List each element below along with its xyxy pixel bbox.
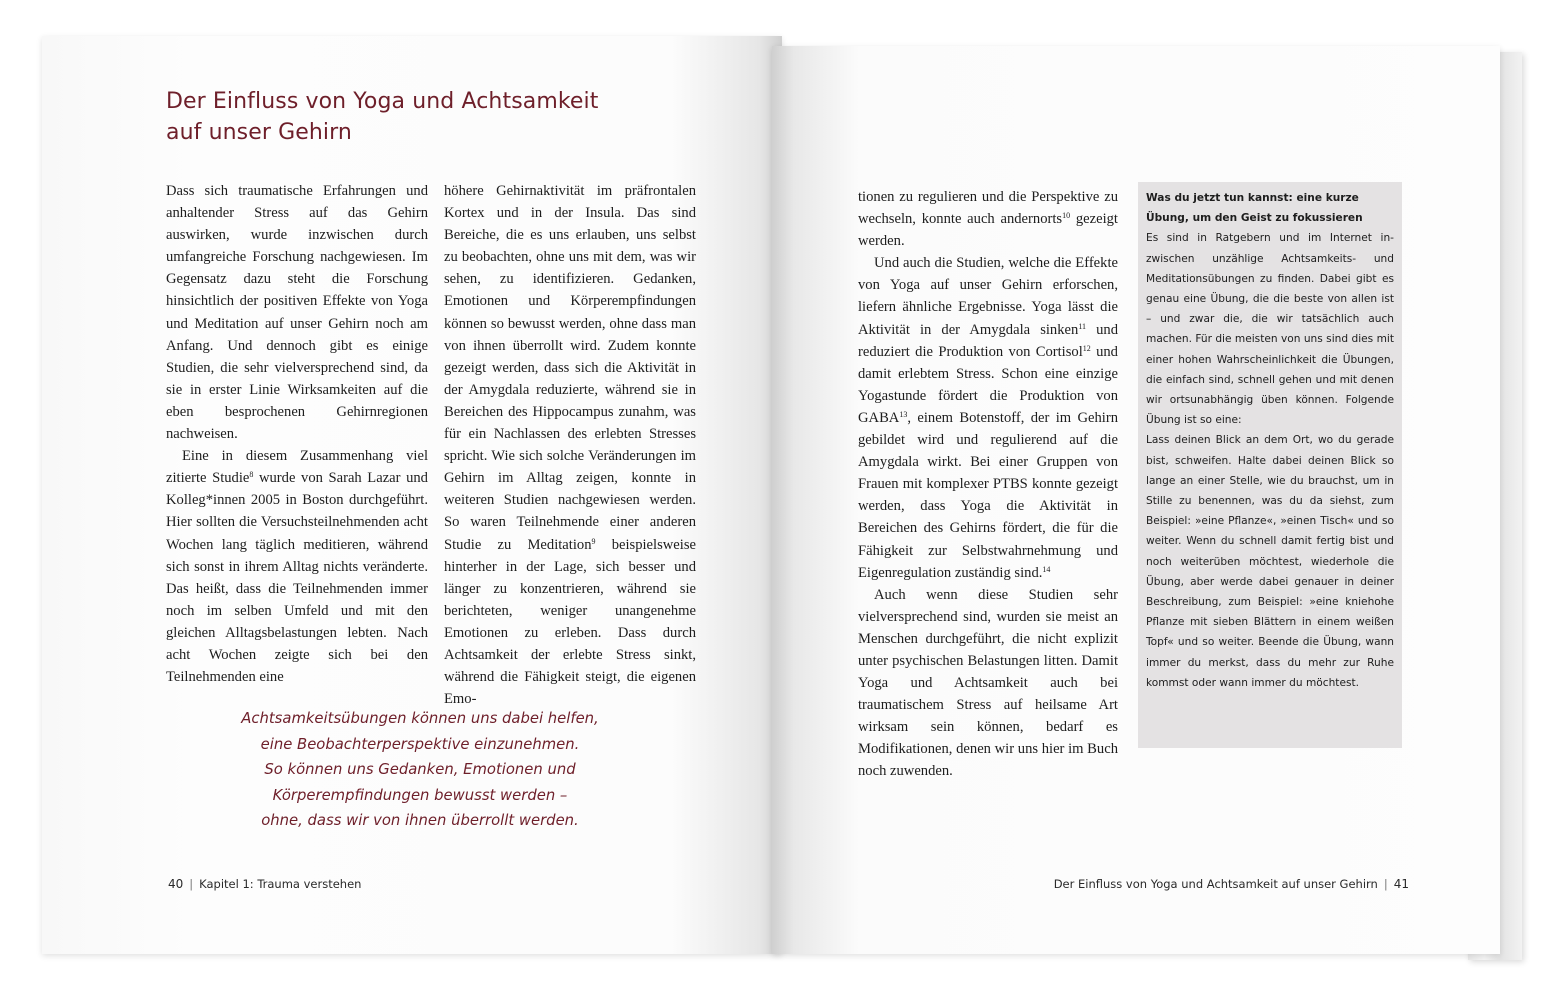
text-column-1 xyxy=(166,180,428,688)
page-number: 40 xyxy=(168,877,184,891)
footnote-ref: 12 xyxy=(1082,343,1091,353)
paragraph: Dass sich traumatische Erfahrungen und anhaltender Stress auf das Gehirn auswirken, wurde inzwischen durch umfangreiche Forschung nachgewiesen. Im Gegensatz dazu steht die Forschung hinsichtlich der positiven Effekte von Yoga und Meditation auf unser Gehirn noch am Anfang. Und dennoch gibt es einige Studien, die sehr vielversprechend sind, da sie in erster Linie Wirksamkeiten auf die eben besprochenen Gehirnregionen nachweisen. xyxy=(166,183,428,443)
pull-quote xyxy=(196,706,644,834)
pull-quote-line: eine Beobachterperspektive einzunehmen. xyxy=(260,735,580,753)
paragraph: Auch wenn diese Studien sehr vielversprechend sind, wurden sie meist an Menschen durchgeführt, die nicht explizit unter psychischen Belastungen litten. Damit Yoga und Achtsamkeit auch bei traumatischem Stress auf heilsame Art wirksam sein können, bedarf es Modifikationen, denen wir uns hier im Buch noch zuwenden. xyxy=(858,586,1118,780)
running-section-title: Der Einfluss von Yoga und Achtsamkeit auf unser Gehirn xyxy=(1053,877,1378,891)
footnote-ref: 13 xyxy=(899,409,908,419)
paragraph: höhere Gehirnaktivität im präfrontalen Kortex und in der Insula. Das sind Bereiche, die es uns erlauben, uns selbst zu beobachten, ohne uns mit dem, was wir sehen, zu identifizieren. Gedanken, Emotionen und Körperempfindungen können so bewusst werden, ohne dass man von ihnen überrollt wird. Zudem konnte gezeigt werden, dass sich die Aktivität in der Amygdala reduzierte, während sie in Bereichen des Hippocampus zunahm, was für ein Nachlassen des erlebten Stresses spricht. Wie sich solche Veränderungen im Gehirn im Alltag zeigen, konnte in weiteren Studien nachgewiesen werden. So waren Teilnehmende einer anderen Studie zu Meditation$^9$ beispielsweise hinterher in der Lage, sich besser und länger zu konzentrieren, während sie berichteten, weniger unangenehme Emotionen zu erleben. Dass durch Achtsamkeit der erlebte Stress sinkt, während die Fähigkeit steigt, die eigenen Emo- xyxy=(444,183,696,708)
paragraph: tionen zu regulieren und die Perspektive zu wechseln, konnte auch andernorts$^{10}$ gezeigt werden. xyxy=(858,189,1118,250)
text-column-3 xyxy=(858,186,1118,783)
footnote-ref: 14 xyxy=(1042,564,1051,574)
left-page-footer xyxy=(168,877,361,891)
footer-separator: | xyxy=(1383,877,1388,891)
footer-separator: | xyxy=(189,877,194,891)
page-number: 41 xyxy=(1393,877,1409,891)
running-chapter-title: Kapitel 1: Trauma verstehen xyxy=(199,877,362,891)
exercise-box xyxy=(1138,182,1402,748)
pull-quote-line: Körperempfindungen bewusst werden – xyxy=(272,786,568,804)
chapter-section-heading: Der Einfluss von Yoga und Achtsamkeit auf unser Gehirn xyxy=(166,89,599,145)
paragraph: Und auch die Studien, welche die Effekte von Yoga auf unser Gehirn erforschen, liefern ähnliche Ergebnisse. Yoga lässt die Aktivität in der Amygdala sinken$^{11}$ und reduziert die Produktion von Cortisol$^{12}$ und damit erlebtem Stress. Schon eine einzige Yogastunde fördert die Produktion von GABA$^{13}$, einem Botenstoff, der im Gehirn gebildet wird und regulierend auf die Amygdala wirkt. Bei einer Gruppen von Frauen mit komplexer PTBS konnte gezeigt werden, dass Yoga die Aktivität in Bereichen des Gehirns fördert, die für die Fähigkeit zur Selbstwahrnehmung und Eigenregulation zuständig sind.$^{14}$ xyxy=(858,255,1118,581)
pull-quote-line: So können uns Gedanken, Emotionen und xyxy=(264,761,576,778)
exercise-box-title: Was du jetzt tun kannst: eine kurze Übung, um den Geist zu fokussieren xyxy=(1146,192,1363,225)
footnote-ref: 11 xyxy=(1078,321,1087,331)
pull-quote-line: ohne, dass wir von ihnen überrollt werden. xyxy=(261,812,579,829)
exercise-box-paragraph: Lass deinen Blick an dem Ort, wo du gerade bist, schweifen. Halte dabei deinen Blick so lange an einer Stelle, wie du brauchst, um in Stille zu benennen, was du da siehst, zum Beispiel: »eine Pflanze«, »einen Tisch« und so weiter. Wenn du schnell damit fertig bist und noch weiterüben möchtest, wiederhole die Übung, aber werde dabei genauer in deiner Beschreibung, zum Beispiel: »eine kniehohe Pflanze mit sieben Blättern in einem weißen Topf« und so weiter. Beende die Übung, wann immer du merkst, dass du mehr zur Ruhe kommst oder wann immer du möchtest. xyxy=(1146,434,1394,689)
text-column-2 xyxy=(444,180,696,710)
paragraph: Eine in diesem Zusammenhang viel zitierte Studie$^8$ wurde von Sarah Lazar und Kolleg*innen 2005 in Boston durchgeführt. Hier sollten die Versuchsteilnehmenden acht Wochen lang täglich meditieren, während sich sonst in ihrem Alltag nichts veränderte. Das heißt, dass die Teilnehmenden immer noch im selben Umfeld und mit den gleichen Alltagsbelastungen lebten. Nach acht Wochen zeigte sich bei den Teilnehmenden eine xyxy=(166,448,428,686)
footnote-ref: 9 xyxy=(591,536,596,546)
footnote-ref: 8 xyxy=(249,470,254,480)
pull-quote-line: Achtsamkeitsübungen können uns dabei helfen, xyxy=(241,710,599,727)
right-page-footer xyxy=(1054,877,1409,891)
exercise-box-paragraph: Es sind in Ratgebern und im Internet inzwischen unzählige Achtsamkeits- und Meditationsübungen zu finden. Dabei gibt es genau eine Übung, die die beste von allen ist – und zwar die, die wir tatsächlich auch machen. Für die meisten von uns sind dies mit einer hohen Wahrscheinlichkeit die Übungen, die einfach sind, schnell gehen und mit denen wir ortsunabhängig üben können. Folgende Übung ist so eine: xyxy=(1146,232,1394,427)
footnote-ref: 10 xyxy=(1062,211,1071,221)
